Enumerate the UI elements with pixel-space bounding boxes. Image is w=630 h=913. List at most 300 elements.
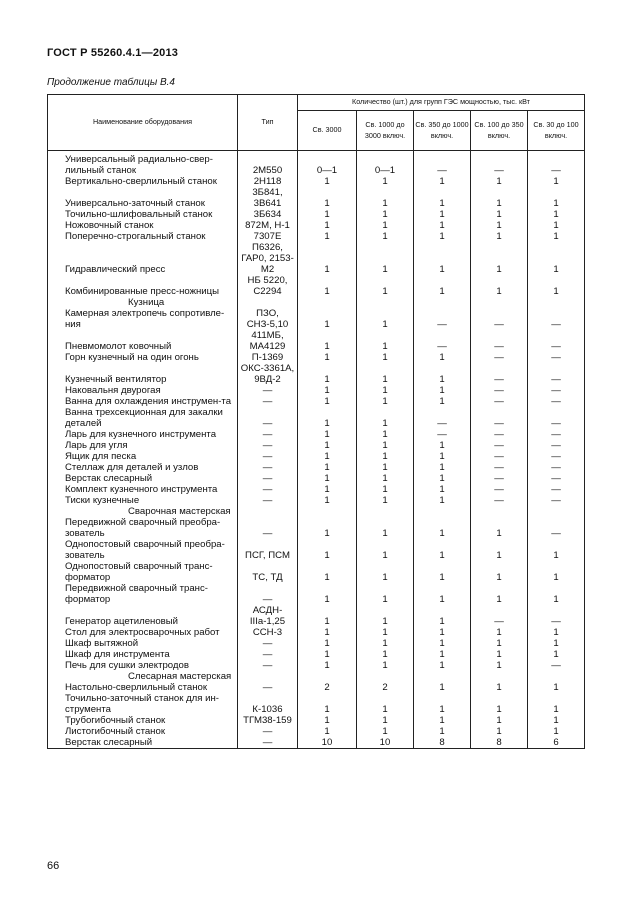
quantity-cell: 1 bbox=[414, 660, 471, 671]
quantity-cell: 1 bbox=[357, 187, 414, 209]
quantity-cell: 1 bbox=[471, 660, 528, 671]
equipment-type: 3Б634 bbox=[238, 209, 298, 220]
quantity-cell: 1 bbox=[528, 583, 585, 605]
table-row bbox=[48, 429, 585, 440]
table-row bbox=[48, 693, 585, 715]
equipment-type: — bbox=[238, 726, 298, 737]
equipment-type: — bbox=[238, 429, 298, 440]
section-title: Сварочная мастерская bbox=[48, 506, 238, 517]
quantity-cell: 1 bbox=[357, 605, 414, 627]
equipment-name: Камерная электропечь сопротивле-ния bbox=[48, 308, 238, 330]
quantity-cell: 1 bbox=[357, 660, 414, 671]
quantity-cell: 1 bbox=[357, 352, 414, 363]
equipment-name: Ящик для песка bbox=[48, 451, 238, 462]
quantity-cell: 1 bbox=[357, 308, 414, 330]
quantity-cell: 1 bbox=[357, 473, 414, 484]
quantity-cell: — bbox=[528, 330, 585, 352]
table-row bbox=[48, 638, 585, 649]
quantity-cell: 1 bbox=[528, 561, 585, 583]
quantity-cell: — bbox=[471, 495, 528, 506]
quantity-cell: 1 bbox=[357, 275, 414, 297]
table-row bbox=[48, 462, 585, 473]
table-row bbox=[48, 451, 585, 462]
quantity-cell: — bbox=[471, 605, 528, 627]
quantity-cell: 1 bbox=[414, 627, 471, 638]
quantity-cell: — bbox=[471, 462, 528, 473]
quantity-cell: 1 bbox=[471, 176, 528, 187]
quantity-cell: — bbox=[414, 151, 471, 177]
quantity-cell: 1 bbox=[298, 220, 357, 231]
quantity-cell: 1 bbox=[298, 649, 357, 660]
quantity-cell: 10 bbox=[298, 737, 357, 749]
quantity-cell: 1 bbox=[298, 605, 357, 627]
empty-cell bbox=[238, 506, 298, 517]
quantity-cell: — bbox=[528, 151, 585, 177]
quantity-cell: 1 bbox=[471, 715, 528, 726]
quantity-cell: 1 bbox=[298, 561, 357, 583]
equipment-name: Тиски кузнечные bbox=[48, 495, 238, 506]
equipment-type: — bbox=[238, 495, 298, 506]
quantity-cell: 1 bbox=[414, 726, 471, 737]
quantity-cell: 1 bbox=[414, 363, 471, 385]
quantity-cell: 1 bbox=[357, 583, 414, 605]
equipment-type: 3Б841, 3В641 bbox=[238, 187, 298, 209]
page-number: 66 bbox=[47, 860, 60, 872]
col-header-name: Наименование оборудования bbox=[48, 95, 238, 151]
quantity-cell: 1 bbox=[357, 209, 414, 220]
quantity-cell: 1 bbox=[414, 605, 471, 627]
quantity-cell: 1 bbox=[298, 462, 357, 473]
table-row bbox=[48, 660, 585, 671]
equipment-name: Ванна для охлаждения инструмен-та bbox=[48, 396, 238, 407]
quantity-cell: — bbox=[528, 352, 585, 363]
table-row bbox=[48, 561, 585, 583]
equipment-type: ТГМ38-159 bbox=[238, 715, 298, 726]
empty-cell bbox=[238, 671, 298, 682]
equipment-type: ПЗО, СНЗ-5,10 bbox=[238, 308, 298, 330]
equipment-name: Печь для сушки электродов bbox=[48, 660, 238, 671]
equipment-type: — bbox=[238, 407, 298, 429]
empty-cell bbox=[298, 297, 357, 308]
quantity-cell: 1 bbox=[357, 693, 414, 715]
quantity-cell: — bbox=[528, 385, 585, 396]
empty-cell bbox=[357, 297, 414, 308]
equipment-type: ССН-3 bbox=[238, 627, 298, 638]
quantity-cell: 1 bbox=[528, 275, 585, 297]
quantity-cell: 1 bbox=[528, 187, 585, 209]
table-row bbox=[48, 440, 585, 451]
quantity-cell: 1 bbox=[298, 275, 357, 297]
equipment-name: Вертикально-сверлильный станок bbox=[48, 176, 238, 187]
empty-cell bbox=[414, 297, 471, 308]
quantity-cell: 1 bbox=[414, 231, 471, 242]
table-row bbox=[48, 363, 585, 385]
empty-cell bbox=[471, 506, 528, 517]
quantity-cell: 1 bbox=[298, 484, 357, 495]
quantity-cell: 1 bbox=[471, 583, 528, 605]
table-row bbox=[48, 583, 585, 605]
equipment-type: — bbox=[238, 649, 298, 660]
equipment-name: Комбинированные пресс-ножницы bbox=[48, 275, 238, 297]
quantity-cell: 1 bbox=[471, 649, 528, 660]
quantity-cell: 1 bbox=[528, 649, 585, 660]
equipment-name: Ножовочный станок bbox=[48, 220, 238, 231]
quantity-cell: 1 bbox=[414, 693, 471, 715]
quantity-cell: 1 bbox=[414, 484, 471, 495]
quantity-cell: 1 bbox=[357, 429, 414, 440]
quantity-cell: — bbox=[471, 451, 528, 462]
quantity-cell: 1 bbox=[298, 451, 357, 462]
empty-cell bbox=[414, 506, 471, 517]
quantity-cell: — bbox=[471, 151, 528, 177]
quantity-cell: 6 bbox=[528, 737, 585, 749]
quantity-cell: 1 bbox=[298, 363, 357, 385]
table-row bbox=[48, 682, 585, 693]
quantity-cell: 1 bbox=[357, 242, 414, 275]
equipment-name: Поперечно-строгальный станок bbox=[48, 231, 238, 242]
quantity-cell: 1 bbox=[357, 176, 414, 187]
quantity-cell: 1 bbox=[471, 275, 528, 297]
equipment-type: 411МБ, МА4129 bbox=[238, 330, 298, 352]
table-row bbox=[48, 517, 585, 539]
table-row bbox=[48, 737, 585, 749]
quantity-cell: 1 bbox=[298, 715, 357, 726]
quantity-cell: 1 bbox=[357, 638, 414, 649]
quantity-cell: — bbox=[471, 396, 528, 407]
col-header-qty: Св. 350 до 1000 включ. bbox=[414, 111, 471, 151]
quantity-cell: 1 bbox=[298, 583, 357, 605]
equipment-name: Наковальня двурогая bbox=[48, 385, 238, 396]
quantity-cell: 10 bbox=[357, 737, 414, 749]
equipment-type: 2М550 bbox=[238, 151, 298, 177]
document-header: ГОСТ Р 55260.4.1—2013 bbox=[47, 47, 179, 59]
table-row bbox=[48, 726, 585, 737]
section-row bbox=[48, 506, 585, 517]
quantity-cell: 1 bbox=[528, 209, 585, 220]
equipment-name: Ларь для кузнечного инструмента bbox=[48, 429, 238, 440]
quantity-cell: — bbox=[471, 440, 528, 451]
quantity-cell: 1 bbox=[298, 429, 357, 440]
empty-cell bbox=[528, 506, 585, 517]
equipment-type: — bbox=[238, 440, 298, 451]
equipment-type: П-1369 bbox=[238, 352, 298, 363]
quantity-cell: 1 bbox=[471, 726, 528, 737]
equipment-name: Шкаф вытяжной bbox=[48, 638, 238, 649]
equipment-name: Однопостовый сварочный транс-форматор bbox=[48, 561, 238, 583]
quantity-cell: — bbox=[528, 605, 585, 627]
col-header-qty: Св. 1000 до 3000 включ. bbox=[357, 111, 414, 151]
equipment-type: — bbox=[238, 737, 298, 749]
table-row bbox=[48, 385, 585, 396]
quantity-cell: — bbox=[471, 473, 528, 484]
equipment-name: Листогибочный станок bbox=[48, 726, 238, 737]
quantity-cell: — bbox=[528, 440, 585, 451]
col-header-group: Количество (шт.) для групп ГЭС мощностью, тыс. кВт bbox=[298, 95, 585, 111]
table-row bbox=[48, 151, 585, 177]
equipment-name: Однопостовый сварочный преобра-зователь bbox=[48, 539, 238, 561]
quantity-cell: 1 bbox=[357, 495, 414, 506]
quantity-cell: 1 bbox=[471, 220, 528, 231]
equipment-name: Стеллаж для деталей и узлов bbox=[48, 462, 238, 473]
quantity-cell: 1 bbox=[528, 627, 585, 638]
equipment-type: — bbox=[238, 462, 298, 473]
table-row bbox=[48, 176, 585, 187]
table-row bbox=[48, 605, 585, 627]
equipment-type: — bbox=[238, 682, 298, 693]
quantity-cell: 1 bbox=[528, 693, 585, 715]
quantity-cell: 1 bbox=[414, 440, 471, 451]
equipment-type: 872М, Н-1 bbox=[238, 220, 298, 231]
section-title: Слесарная мастерская bbox=[48, 671, 238, 682]
quantity-cell: — bbox=[471, 484, 528, 495]
quantity-cell: 1 bbox=[414, 352, 471, 363]
quantity-cell: 1 bbox=[528, 682, 585, 693]
equipment-name: Верстак слесарный bbox=[48, 737, 238, 749]
table-body bbox=[48, 151, 585, 749]
quantity-cell: 1 bbox=[357, 407, 414, 429]
equipment-name: Универсальный радиально-свер-лильный станок bbox=[48, 151, 238, 177]
equipment-type: — bbox=[238, 473, 298, 484]
quantity-cell: 1 bbox=[414, 638, 471, 649]
table-continuation-caption: Продолжение таблицы В.4 bbox=[47, 77, 175, 88]
quantity-cell: 1 bbox=[414, 187, 471, 209]
quantity-cell: — bbox=[471, 407, 528, 429]
equipment-type: — bbox=[238, 660, 298, 671]
quantity-cell: 1 bbox=[528, 231, 585, 242]
equipment-type: 7307Е bbox=[238, 231, 298, 242]
quantity-cell: 1 bbox=[414, 385, 471, 396]
equipment-name: Шкаф для инструмента bbox=[48, 649, 238, 660]
quantity-cell: 1 bbox=[414, 715, 471, 726]
equipment-name: Трубогибочный станок bbox=[48, 715, 238, 726]
quantity-cell: — bbox=[414, 330, 471, 352]
equipment-type: АСДН-IIIа-1,25 bbox=[238, 605, 298, 627]
section-row bbox=[48, 297, 585, 308]
col-header-qty: Св. 3000 bbox=[298, 111, 357, 151]
quantity-cell: 1 bbox=[414, 473, 471, 484]
quantity-cell: — bbox=[528, 363, 585, 385]
quantity-cell: 1 bbox=[357, 627, 414, 638]
quantity-cell: 1 bbox=[528, 715, 585, 726]
quantity-cell: 1 bbox=[414, 539, 471, 561]
quantity-cell: 2 bbox=[298, 682, 357, 693]
quantity-cell: 1 bbox=[528, 726, 585, 737]
quantity-cell: — bbox=[528, 517, 585, 539]
quantity-cell: 1 bbox=[528, 539, 585, 561]
quantity-cell: 1 bbox=[471, 627, 528, 638]
empty-cell bbox=[298, 671, 357, 682]
quantity-cell: 1 bbox=[414, 561, 471, 583]
quantity-cell: 1 bbox=[414, 220, 471, 231]
quantity-cell: — bbox=[528, 429, 585, 440]
quantity-cell: 1 bbox=[357, 363, 414, 385]
quantity-cell: — bbox=[471, 308, 528, 330]
table-row bbox=[48, 484, 585, 495]
quantity-cell: 1 bbox=[471, 231, 528, 242]
equipment-type: — bbox=[238, 517, 298, 539]
quantity-cell: 1 bbox=[298, 660, 357, 671]
quantity-cell: 1 bbox=[298, 539, 357, 561]
table-row bbox=[48, 187, 585, 209]
table-row bbox=[48, 242, 585, 275]
quantity-cell: 1 bbox=[298, 396, 357, 407]
quantity-cell: 1 bbox=[357, 231, 414, 242]
quantity-cell: 1 bbox=[298, 627, 357, 638]
table-row bbox=[48, 308, 585, 330]
quantity-cell: — bbox=[528, 473, 585, 484]
quantity-cell: — bbox=[528, 308, 585, 330]
quantity-cell: 1 bbox=[357, 440, 414, 451]
empty-cell bbox=[414, 671, 471, 682]
table-row bbox=[48, 539, 585, 561]
table-row bbox=[48, 407, 585, 429]
quantity-cell: 1 bbox=[298, 352, 357, 363]
equipment-name: Настольно-сверлильный станок bbox=[48, 682, 238, 693]
quantity-cell: 1 bbox=[298, 495, 357, 506]
quantity-cell: 1 bbox=[414, 495, 471, 506]
table-row bbox=[48, 649, 585, 660]
equipment-name: Горн кузнечный на один огонь bbox=[48, 352, 238, 363]
quantity-cell: 1 bbox=[298, 517, 357, 539]
equipment-name: Верстак слесарный bbox=[48, 473, 238, 484]
quantity-cell: 1 bbox=[357, 726, 414, 737]
equipment-type: П6326, ГАР0, 2153-М2 bbox=[238, 242, 298, 275]
equipment-type: — bbox=[238, 484, 298, 495]
quantity-cell: 1 bbox=[357, 451, 414, 462]
equipment-type: 2Н118 bbox=[238, 176, 298, 187]
col-header-qty: Св. 30 до 100 включ. bbox=[528, 111, 585, 151]
quantity-cell: — bbox=[528, 462, 585, 473]
equipment-name: Комплект кузнечного инструмента bbox=[48, 484, 238, 495]
col-header-qty: Св. 100 до 350 включ. bbox=[471, 111, 528, 151]
quantity-cell: 0—1 bbox=[357, 151, 414, 177]
quantity-cell: 1 bbox=[528, 638, 585, 649]
equipment-type: — bbox=[238, 396, 298, 407]
quantity-cell: — bbox=[414, 429, 471, 440]
table-row bbox=[48, 330, 585, 352]
quantity-cell: 1 bbox=[298, 638, 357, 649]
quantity-cell: 1 bbox=[414, 649, 471, 660]
quantity-cell: 1 bbox=[298, 176, 357, 187]
quantity-cell: 1 bbox=[357, 539, 414, 561]
quantity-cell: 1 bbox=[298, 330, 357, 352]
quantity-cell: 1 bbox=[471, 209, 528, 220]
empty-cell bbox=[528, 297, 585, 308]
quantity-cell: 1 bbox=[357, 649, 414, 660]
empty-cell bbox=[357, 671, 414, 682]
table-row bbox=[48, 275, 585, 297]
equipment-name: Пневмомолот ковочный bbox=[48, 330, 238, 352]
quantity-cell: 1 bbox=[298, 440, 357, 451]
quantity-cell: 1 bbox=[298, 693, 357, 715]
empty-cell bbox=[238, 297, 298, 308]
quantity-cell: 1 bbox=[414, 242, 471, 275]
quantity-cell: — bbox=[528, 495, 585, 506]
quantity-cell: 1 bbox=[414, 462, 471, 473]
equipment-name: Ванна трехсекционная для закалки деталей bbox=[48, 407, 238, 429]
quantity-cell: — bbox=[471, 363, 528, 385]
quantity-cell: 1 bbox=[414, 451, 471, 462]
table-row bbox=[48, 473, 585, 484]
equipment-name: Передвижной сварочный преобра-зователь bbox=[48, 517, 238, 539]
table-row bbox=[48, 396, 585, 407]
quantity-cell: 1 bbox=[357, 396, 414, 407]
quantity-cell: 1 bbox=[414, 682, 471, 693]
quantity-cell: 1 bbox=[414, 396, 471, 407]
quantity-cell: 1 bbox=[298, 726, 357, 737]
equipment-type: ТС, ТД bbox=[238, 561, 298, 583]
quantity-cell: 1 bbox=[357, 385, 414, 396]
quantity-cell: 1 bbox=[471, 187, 528, 209]
quantity-cell: — bbox=[528, 451, 585, 462]
quantity-cell: 1 bbox=[298, 187, 357, 209]
equipment-name: Универсально-заточный станок bbox=[48, 187, 238, 209]
equipment-name: Гидравлический пресс bbox=[48, 242, 238, 275]
quantity-cell: 1 bbox=[528, 176, 585, 187]
quantity-cell: 1 bbox=[357, 561, 414, 583]
table-row bbox=[48, 352, 585, 363]
equipment-type: — bbox=[238, 451, 298, 462]
quantity-cell: — bbox=[471, 429, 528, 440]
equipment-name: Ларь для угля bbox=[48, 440, 238, 451]
equipment-table bbox=[47, 94, 585, 749]
quantity-cell: 1 bbox=[528, 220, 585, 231]
quantity-cell: 1 bbox=[471, 242, 528, 275]
quantity-cell: 1 bbox=[357, 330, 414, 352]
quantity-cell: 1 bbox=[471, 561, 528, 583]
quantity-cell: — bbox=[471, 385, 528, 396]
empty-cell bbox=[298, 506, 357, 517]
quantity-cell: — bbox=[471, 352, 528, 363]
equipment-name: Кузнечный вентилятор bbox=[48, 363, 238, 385]
table-row bbox=[48, 231, 585, 242]
equipment-type: — bbox=[238, 638, 298, 649]
quantity-cell: 1 bbox=[471, 682, 528, 693]
quantity-cell: 1 bbox=[357, 517, 414, 539]
quantity-cell: — bbox=[471, 330, 528, 352]
section-row bbox=[48, 671, 585, 682]
quantity-cell: 1 bbox=[471, 693, 528, 715]
quantity-cell: 1 bbox=[357, 484, 414, 495]
equipment-type: ПСГ, ПСМ bbox=[238, 539, 298, 561]
equipment-type: ОКС-3361А, 9ВД-2 bbox=[238, 363, 298, 385]
empty-cell bbox=[471, 671, 528, 682]
quantity-cell: 1 bbox=[414, 517, 471, 539]
empty-cell bbox=[357, 506, 414, 517]
quantity-cell: 1 bbox=[357, 715, 414, 726]
quantity-cell: 8 bbox=[414, 737, 471, 749]
quantity-cell: 1 bbox=[298, 209, 357, 220]
quantity-cell: 1 bbox=[298, 473, 357, 484]
table-row bbox=[48, 715, 585, 726]
equipment-name: Точильно-заточный станок для ин-струмента bbox=[48, 693, 238, 715]
quantity-cell: 1 bbox=[528, 242, 585, 275]
quantity-cell: 1 bbox=[298, 308, 357, 330]
quantity-cell: 1 bbox=[298, 231, 357, 242]
quantity-cell: 1 bbox=[298, 407, 357, 429]
section-title: Кузница bbox=[48, 297, 238, 308]
table-row bbox=[48, 495, 585, 506]
equipment-type: — bbox=[238, 583, 298, 605]
quantity-cell: 1 bbox=[357, 462, 414, 473]
quantity-cell: 1 bbox=[298, 385, 357, 396]
equipment-name: Передвижной сварочный транс-форматор bbox=[48, 583, 238, 605]
equipment-name: Генератор ацетиленовый bbox=[48, 605, 238, 627]
quantity-cell: 1 bbox=[471, 638, 528, 649]
quantity-cell: 1 bbox=[414, 275, 471, 297]
quantity-cell: 2 bbox=[357, 682, 414, 693]
quantity-cell: — bbox=[528, 407, 585, 429]
